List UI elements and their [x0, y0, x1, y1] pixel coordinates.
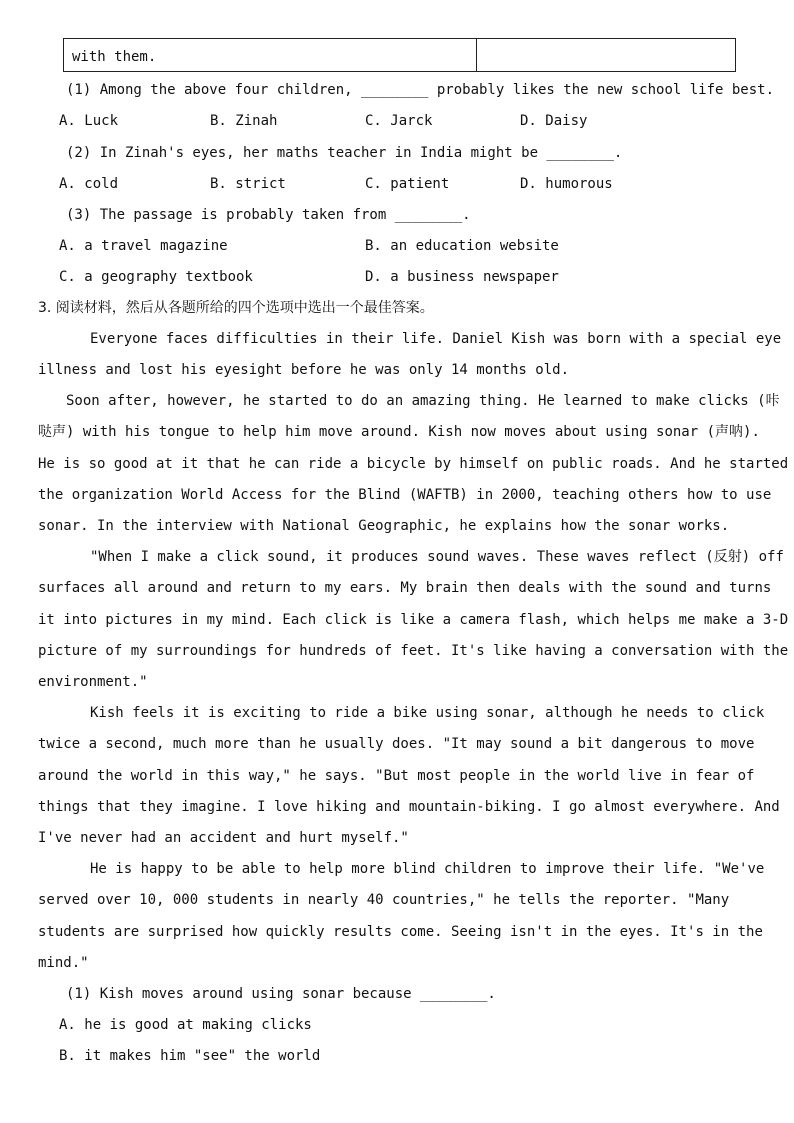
- passage-line: "When I make a click sound, it produces sound waves. These waves reflect (反射) off: [90, 549, 784, 565]
- passage-line: Everyone faces difficulties in their life. Daniel Kish was born with a special eye: [90, 331, 782, 347]
- option-d[interactable]: D. Daisy: [520, 113, 588, 129]
- option-c[interactable]: C. patient: [365, 176, 450, 192]
- passage-line: served over 10, 000 students in nearly 40 countries," he tells the reporter. "Many: [38, 892, 730, 908]
- option-d[interactable]: D. a business newspaper: [365, 269, 559, 285]
- passage-line: the organization World Access for the Blind (WAFTB) in 2000, teaching others how to use: [38, 487, 772, 503]
- option-a[interactable]: A. Luck: [59, 113, 119, 129]
- passage-line: things that they imagine. I love hiking and mountain-biking. I go almost everywhere. And: [38, 799, 780, 815]
- question-text: (2) In Zinah's eyes, her maths teacher in India might be ________.: [66, 145, 623, 161]
- table-cell: with them.: [64, 39, 477, 71]
- passage-line: students are surprised how quickly results come. Seeing isn't in the eyes. It's in the: [38, 924, 763, 940]
- passage-line: Soon after, however, he started to do an amazing thing. He learned to make clicks (咔: [66, 393, 780, 409]
- passage-line: He is so good at it that he can ride a bicycle by himself on public roads. And he started: [38, 456, 789, 472]
- section-heading: 3. 阅读材料，然后从各题所给的四个选项中选出一个最佳答案。: [38, 300, 434, 316]
- option-c[interactable]: C. Jarck: [365, 113, 433, 129]
- option-c[interactable]: C. a geography textbook: [59, 269, 253, 285]
- answer-table: [63, 38, 736, 72]
- passage-line: He is happy to be able to help more blind children to improve their life. "We've: [90, 861, 765, 877]
- passage-line: twice a second, much more than he usually does. "It may sound a bit dangerous to move: [38, 736, 755, 752]
- passage-line: mind.": [38, 955, 89, 971]
- question-text: (1) Kish moves around using sonar because ________.: [66, 986, 496, 1002]
- passage-line: environment.": [38, 674, 148, 690]
- question-text: (3) The passage is probably taken from ________.: [66, 207, 471, 223]
- passage-line: 哒声) with his tongue to help him move around. Kish now moves about using sonar (声呐).: [38, 424, 760, 440]
- option-d[interactable]: D. humorous: [520, 176, 613, 192]
- option-a[interactable]: A. a travel magazine: [59, 238, 228, 254]
- passage-line: Kish feels it is exciting to ride a bike using sonar, although he needs to click: [90, 705, 765, 721]
- passage-line: picture of my surroundings for hundreds of feet. It's like having a conversation with the: [38, 643, 789, 659]
- passage-line: around the world in this way," he says. "But most people in the world live in fear of: [38, 768, 755, 784]
- option-a[interactable]: A. cold: [59, 176, 119, 192]
- option-b[interactable]: B. an education website: [365, 238, 559, 254]
- passage-line: I've never had an accident and hurt myself.": [38, 830, 409, 846]
- passage-line: sonar. In the interview with National Geographic, he explains how the sonar works.: [38, 518, 730, 534]
- table-cell-empty: [477, 39, 735, 71]
- question-text: (1) Among the above four children, ________ probably likes the new school life best.: [66, 82, 775, 98]
- passage-line: illness and lost his eyesight before he was only 14 months old.: [38, 362, 570, 378]
- option-a[interactable]: A. he is good at making clicks: [59, 1017, 312, 1033]
- passage-line: it into pictures in my mind. Each click is like a camera flash, which helps me make a 3-D: [38, 612, 789, 628]
- option-b[interactable]: B. it makes him "see" the world: [59, 1048, 321, 1064]
- option-b[interactable]: B. strict: [210, 176, 286, 192]
- passage-line: surfaces all around and return to my ears. My brain then deals with the sound and turns: [38, 580, 772, 596]
- option-b[interactable]: B. Zinah: [210, 113, 278, 129]
